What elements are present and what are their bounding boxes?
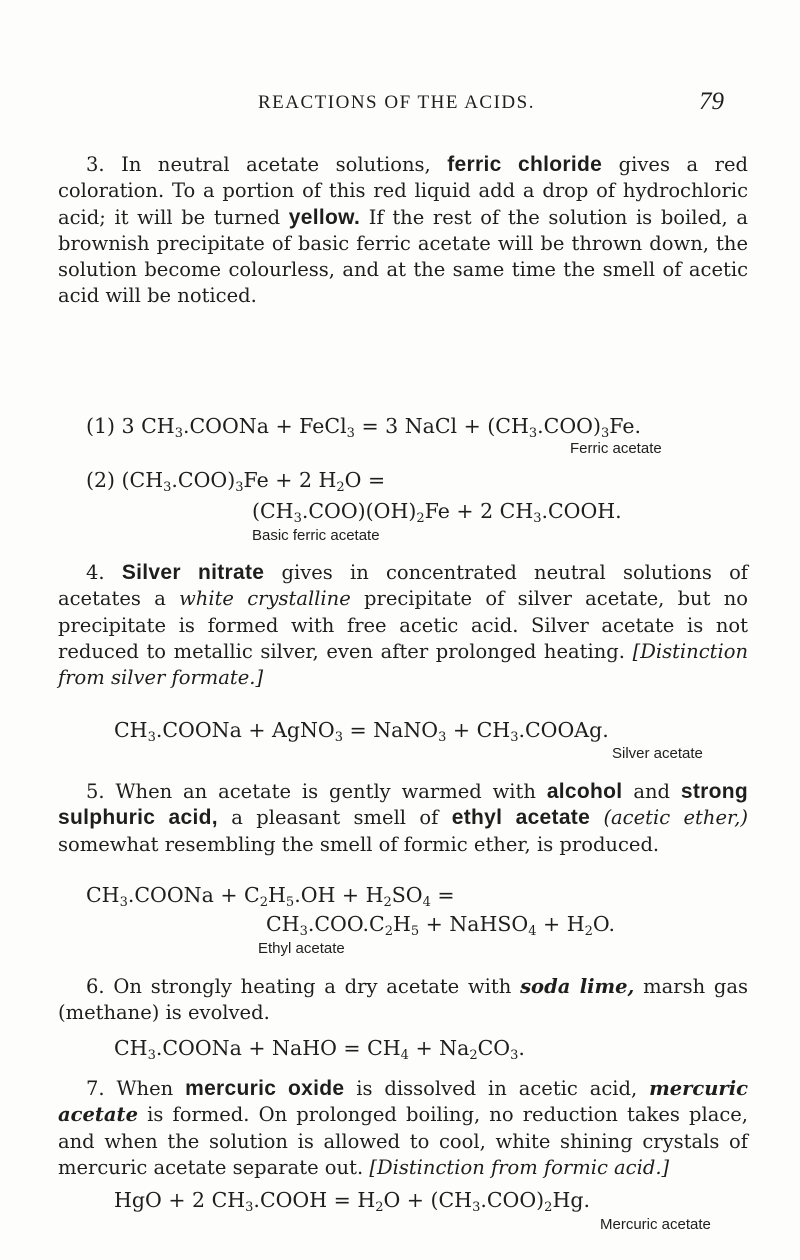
paragraph-4 [58, 560, 748, 691]
running-title: REACTIONS OF THE ACIDS. [258, 92, 535, 113]
equation-5: $CH_3.COONa$ + NaHO = $CH_4 + Na_2CO_3$. [114, 1036, 525, 1063]
text: and [633, 780, 670, 803]
distinction-note: [Distinction from silver formate.] [58, 639, 749, 690]
equation-1: (1) 3 $CH_3.COONa$ + FeCl$_3$ = 3 NaCl + $(CH_3.COO)_3Fe$. [86, 414, 642, 441]
equation-2-continued: $(CH_3.COO)(OH)_2Fe + 2$ $CH_3.COOH$. [252, 499, 622, 526]
item-number: 6. [86, 975, 105, 998]
text: precipitate of silver acetate, but no precipitate is formed with free acetic acid. Silver acetate is not reduced to metallic silver, even after prolonged heating. [58, 587, 749, 663]
equation-4-continued: $CH_3.COO.C_2H_5$ + NaHSO$_4$ + $H_2O$. [266, 912, 616, 939]
equation-3: $CH_3.COONa$ + AgNO$_3$ = NaNO$_3$ + $CH_3.COOAg$. [114, 718, 609, 745]
equation-label: Ferric acetate [570, 440, 662, 457]
emphasis-term: yellow. [288, 205, 361, 229]
text: marsh gas (methane) is evolved. [58, 975, 749, 1025]
text: On strongly heating a dry acetate with [113, 975, 512, 998]
equation-label: Basic ferric acetate [252, 527, 380, 544]
equation-label: Mercuric acetate [600, 1216, 711, 1233]
equation-label: Ethyl acetate [258, 940, 345, 957]
reagent-term: ferric chloride [447, 153, 603, 176]
paragraph-5 [58, 779, 748, 858]
text: gives in concentrated neutral solutions of acetates a [58, 561, 749, 611]
page-header [0, 88, 800, 122]
text: a pleasant smell of [231, 806, 439, 830]
paragraph-3 [58, 152, 748, 310]
italic-term: (acetic ether,) [603, 806, 748, 830]
page-number: 79 [699, 88, 724, 115]
reagent-term: alcohol [546, 780, 623, 803]
item-number: 7. [86, 1077, 105, 1100]
text: is formed. On prolonged boiling, no reduction takes place, and when the solution is allowed to cool, white shining crystals of mercuric acetate separate out. [58, 1103, 749, 1179]
italic-term: white crystalline [179, 587, 351, 611]
equation-2: (2) $(CH_3.COO)_3Fe + 2$ $H_2O$ = [86, 468, 386, 495]
text: In neutral acetate solutions, [121, 153, 431, 176]
reagent-term: Silver nitrate [121, 561, 265, 584]
product-term: ethyl acetate [451, 806, 591, 830]
item-number: 3. [86, 153, 105, 176]
text: is dissolved in acetic acid, [356, 1077, 638, 1100]
text: If the rest of the solution is boiled, a brownish precipitate of basic ferric acetate will be thrown down, the solution become colourless, and at the same time the smell of acetic acid will be noticed. [58, 205, 748, 308]
reagent-term: strong sulphuric acid, [58, 780, 748, 830]
text: When [116, 1077, 174, 1100]
paragraph-6 [58, 974, 748, 1027]
equation-label: Silver acetate [612, 745, 703, 762]
paragraph-7 [58, 1076, 748, 1181]
equation-6: HgO + 2 $CH_3.COOH = H_2O + (CH_3.COO)_2Hg$. [114, 1188, 590, 1215]
reagent-term: mercuric oxide [185, 1077, 345, 1100]
item-number: 4. [86, 561, 105, 584]
item-number: 5. [86, 780, 105, 803]
text: When an acetate is gently warmed with [115, 780, 536, 803]
reagent-term: soda lime, [520, 975, 635, 998]
text: gives a red coloration. To a portion of this red liquid add a drop of hydrochloric acid; it will be turned [58, 153, 748, 229]
equation-4: $CH_3.COONa + C_2H_5.OH + H_2SO_4$ = [86, 883, 455, 910]
distinction-note: [Distinction from formic acid.] [369, 1155, 670, 1179]
text: somewhat resembling the smell of formic ether, is produced. [58, 832, 660, 856]
product-term: mercuric acetate [58, 1077, 748, 1127]
